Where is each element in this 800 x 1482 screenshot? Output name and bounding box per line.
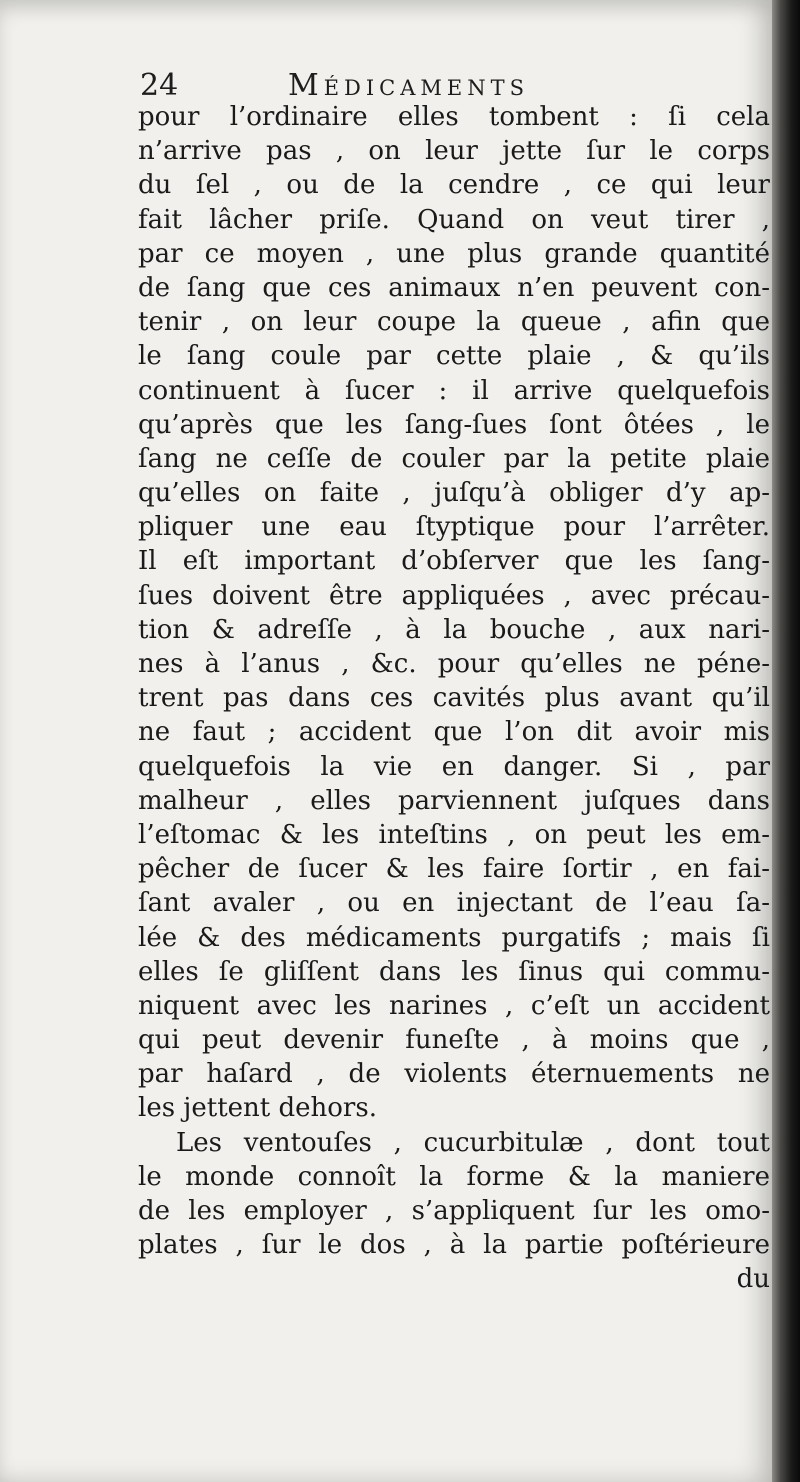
text-line: plates , ſur le dos , à la partie poſtérieure: [138, 1230, 770, 1261]
text-line: niquent avec les narines , c’eſt un accident: [138, 990, 770, 1021]
text-line: qu’après que les ſang-ſues ſont ôtées , le: [138, 409, 770, 440]
catchword: du: [736, 1264, 770, 1295]
text-line: nes à l’anus , &c. pour qu’elles ne péne-: [138, 649, 770, 679]
text-line: tion & adreſſe , à la bouche , aux nari-: [138, 614, 770, 645]
text-line: tenir , on leur coupe la queue , afin que: [138, 307, 770, 338]
text-line: du ſel , ou de la cendre , ce qui leur: [138, 170, 770, 201]
text-line: continuent à ſucer : il arrive quelquefois: [138, 375, 770, 406]
text-line: le ſang coule par cette plaie , & qu’ils: [138, 341, 770, 372]
text-line: Les ventouſes , cucurbitulæ , dont tout: [176, 1127, 770, 1158]
text-line: par haſard , de violents éternuements ne: [138, 1059, 770, 1090]
text-line: pliquer une eau ſtyptique pour l’arrêter.: [138, 512, 770, 543]
text-line: ſang ne ceſſe de couler par la petite plaie: [138, 443, 770, 474]
text-line: de les employer , s’appliquent ſur les omo-: [138, 1196, 770, 1226]
text-line: l’eſtomac & les inteſtins , on peut les em-: [138, 819, 770, 850]
text-line: Il eſt important d’obſerver que les ſang-: [138, 546, 770, 577]
text-line: qui peut devenir funeſte , à moins que ,: [138, 1025, 770, 1056]
text-line: quelquefois la vie en danger. Si , par: [138, 751, 770, 782]
text-line: pêcher de ſucer & les faire ſortir , en fai-: [138, 854, 770, 885]
text-line: malheur , elles parviennent juſques dans: [138, 785, 770, 816]
text-line: trent pas dans ces cavités plus avant qu’il: [138, 683, 770, 714]
text-line: par ce moyen , une plus grande quantité: [138, 238, 770, 269]
body-text: [138, 100, 770, 1297]
page-number: 24: [140, 68, 179, 103]
text-line: les jettent dehors.: [138, 1093, 377, 1124]
running-head: Médicaments: [288, 68, 530, 103]
text-line: pour l’ordinaire elles tombent : ſi cela: [138, 102, 770, 132]
text-line: ſues doivent être appliquées , avec précau-: [138, 580, 770, 611]
text-line: lée & des médicaments purgatifs ; mais ſi: [138, 922, 770, 953]
text-line: ſant avaler , ou en injectant de l’eau ſa-: [138, 888, 770, 919]
text-line: de ſang que ces animaux n’en peuvent con-: [138, 272, 770, 303]
text-line: qu’elles on faite , juſqu’à obliger d’y ap-: [138, 478, 770, 509]
text-line: n’arrive pas , on leur jette ſur le corps: [138, 136, 770, 167]
text-line: fait lâcher priſe. Quand on veut tirer ,: [138, 204, 770, 235]
text-line: elles ſe gliſſent dans les ſinus qui commu-: [138, 956, 770, 987]
text-line: le monde connoît la forme & la maniere: [138, 1161, 770, 1192]
page-edge-shadow: [772, 0, 800, 1482]
text-line: ne faut ; accident que l’on dit avoir mis: [138, 717, 770, 748]
